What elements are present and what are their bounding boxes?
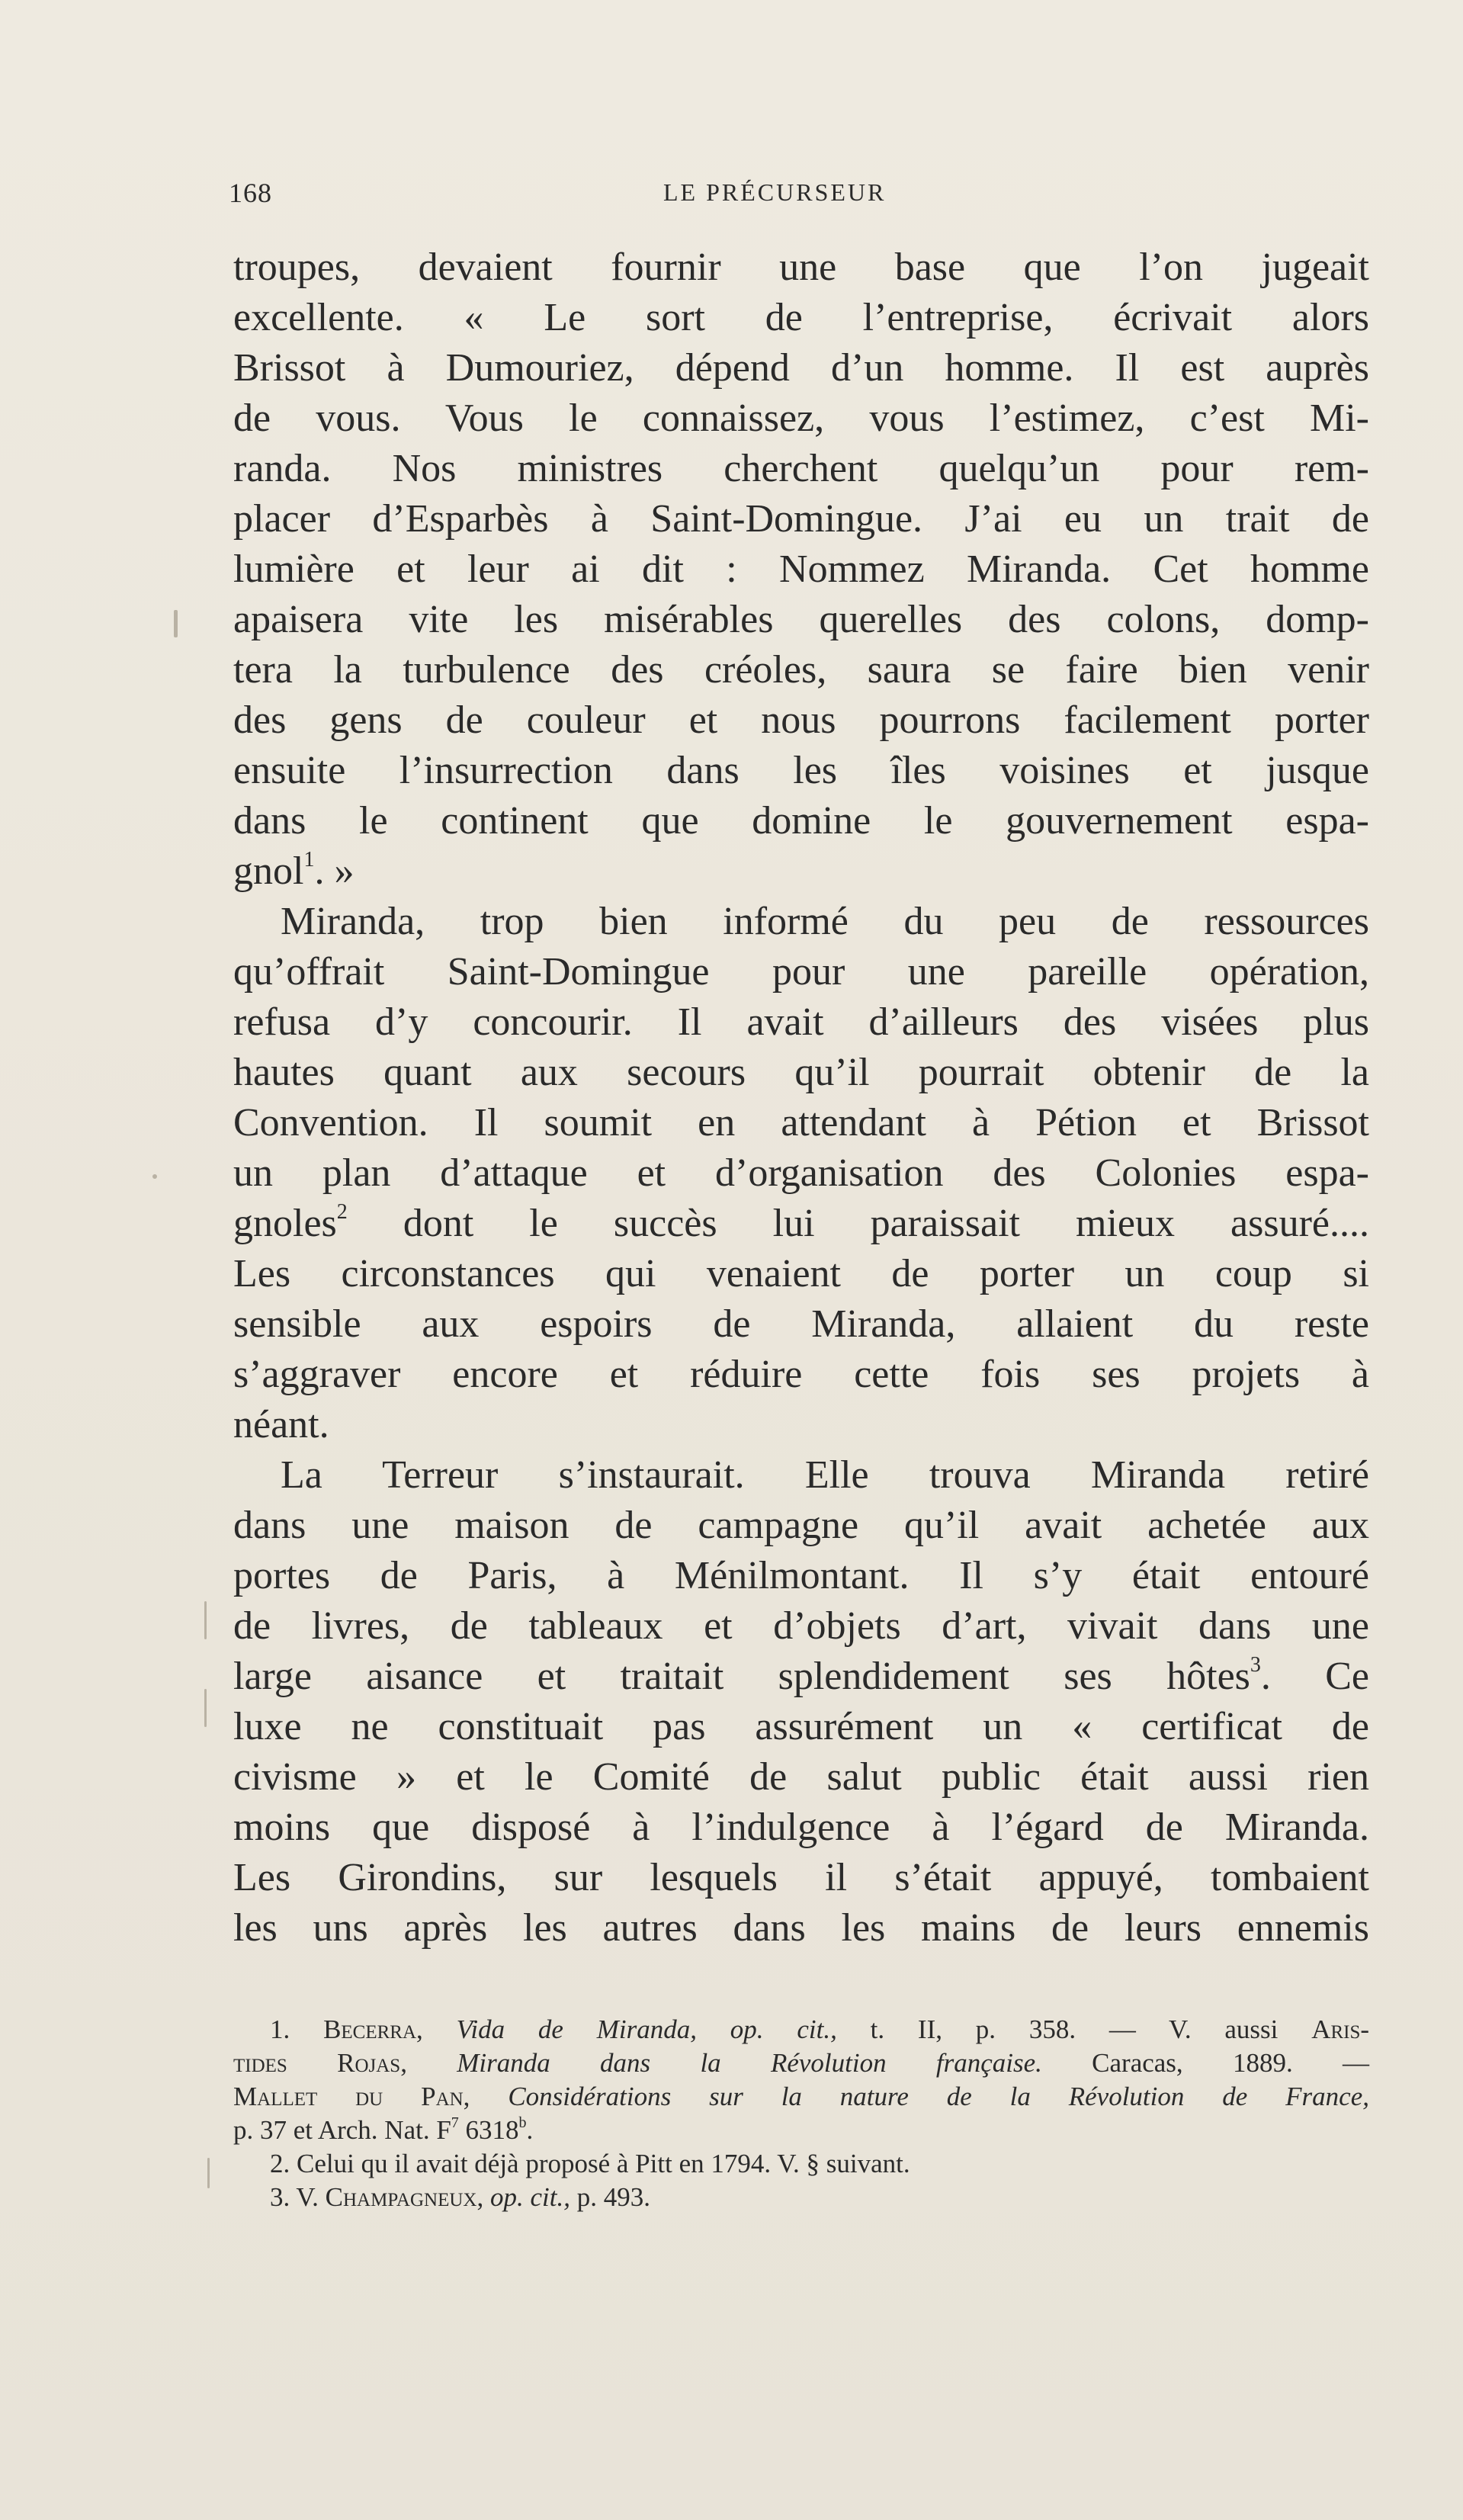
footnote-1: [233, 2013, 1369, 2046]
text-line: hautes quant aux secours qu’il pourrait obtenir de la: [233, 1051, 1369, 1094]
paper-speck: [204, 1689, 207, 1727]
footnote-author: Mallet du Pan,: [233, 2082, 470, 2111]
paper-speck: [204, 1601, 207, 1639]
text-line: troupes, devaient fournir une base que l’on jugeait: [233, 246, 1369, 289]
text-line: sensible aux espoirs de Miranda, allaient du reste: [233, 1302, 1369, 1346]
footnote-3: [233, 2181, 1369, 2214]
text-line: s’aggraver encore et réduire cette fois ses projets à: [233, 1353, 1369, 1396]
text-line: moins que disposé à l’indulgence à l’égard de Miranda.: [233, 1806, 1369, 1849]
text-line: un plan d’attaque et d’organisation des Colonies espa-: [233, 1151, 1369, 1195]
footnote-author: Becerra,: [323, 2014, 423, 2044]
text-line: dans une maison de campagne qu’il avait achetée aux: [233, 1504, 1369, 1547]
text-line: dans le continent que domine le gouvernement espa-: [233, 799, 1369, 843]
footnote-number: 3. V.: [270, 2182, 319, 2212]
footnote-author: Champagneux,: [325, 2182, 484, 2212]
text-line: [233, 1199, 1369, 1249]
text-fragment: large aisance et traitait splendidement ses hôtes: [233, 1655, 1250, 1698]
footnote-text: p. 493.: [576, 2182, 650, 2212]
text-line: [233, 1652, 1369, 1702]
body-text: [233, 242, 1369, 1953]
text-line: placer d’Esparbès à Saint-Domingue. J’ai eu un trait de: [233, 497, 1369, 541]
footnote-text: Caracas, 1889. —: [1092, 2048, 1370, 2078]
footnote-ref: 3: [1250, 1653, 1261, 1677]
text-fragment: gnoles: [233, 1202, 337, 1245]
text-line: luxe ne constituait pas assurément un « certificat de: [233, 1705, 1369, 1748]
text-line: apaisera vite les misérables querelles des colons, domp-: [233, 598, 1369, 641]
text-line: randa. Nos ministres cherchent quelqu’un pour rem-: [233, 447, 1369, 490]
text-line: civisme » et le Comité de salut public était aussi rien: [233, 1755, 1369, 1799]
footnote-1-cont: [233, 2114, 1369, 2147]
text-line: Miranda, trop bien informé du peu de ressources: [281, 900, 1369, 943]
text-line: les uns après les autres dans les mains de leurs ennemis: [233, 1906, 1369, 1950]
paper-speck: [207, 2158, 210, 2188]
footnote-2: 2. Celui qu il avait déjà proposé à Pitt en 1794. V. § suivant.: [270, 2149, 910, 2178]
footnote-author: Aris-: [1311, 2014, 1370, 2044]
footnote-sup: b: [518, 2114, 527, 2131]
paper-speck: [174, 610, 178, 637]
footnotes: [233, 2013, 1369, 2214]
footnote-ref: 2: [336, 1200, 348, 1224]
footnote-text: p. 37 et Arch. Nat. F: [233, 2115, 451, 2145]
footnote-text: 6318: [458, 2115, 519, 2145]
text-line: La Terreur s’instaurait. Elle trouva Miranda retiré: [281, 1453, 1369, 1497]
text-line: portes de Paris, à Ménilmontant. Il s’y était entouré: [233, 1554, 1369, 1597]
text-line: excellente. « Le sort de l’entreprise, écrivait alors: [233, 296, 1369, 339]
text-line: tera la turbulence des créoles, saura se faire bien venir: [233, 648, 1369, 692]
paper-speck: [152, 1174, 157, 1179]
text-line: qu’offrait Saint-Domingue pour une pareille opération,: [233, 950, 1369, 994]
text-line: [233, 846, 1369, 897]
text-line: des gens de couleur et nous pourrons facilement porter: [233, 698, 1369, 742]
footnote-ref: 1: [303, 848, 315, 872]
text-line: lumière et leur ai dit : Nommez Miranda. Cet homme: [233, 547, 1369, 591]
text-fragment: dont le succès lui paraissait mieux assuré....: [347, 1202, 1369, 1245]
text-fragment: gnol: [233, 849, 304, 893]
text-line: Les Girondins, sur lesquels il s’était appuyé, tombaient: [233, 1856, 1369, 1899]
text-line: de vous. Vous le connaissez, vous l’estimez, c’est Mi-: [233, 396, 1369, 440]
text-line: Convention. Il soumit en attendant à Pétion et Brissot: [233, 1101, 1369, 1144]
footnote-text: .: [526, 2115, 534, 2145]
footnote-title: Vida de Miranda, op. cit.,: [456, 2014, 837, 2044]
text-fragment: . »: [314, 849, 355, 893]
footnote-sup: 7: [451, 2114, 459, 2131]
page-header: [229, 177, 1368, 215]
text-line: refusa d’y concourir. Il avait d’ailleurs des visées plus: [233, 1000, 1369, 1044]
text-line: Les circonstances qui venaient de porter un coup si: [233, 1252, 1369, 1295]
text-line: ensuite l’insurrection dans les îles voisines et jusque: [233, 749, 1369, 792]
footnote-1-cont: [233, 2046, 1369, 2080]
footnote-author: tides Rojas,: [233, 2048, 407, 2078]
running-head: LE PRÉCURSEUR: [663, 178, 887, 206]
page-number: 168: [229, 178, 272, 208]
footnote-title: op. cit.,: [489, 2182, 570, 2212]
footnote-number: 1.: [270, 2014, 290, 2044]
text-fragment: . Ce: [1260, 1655, 1370, 1698]
text-line: de livres, de tableaux et d’objets d’art, vivait dans une: [233, 1604, 1369, 1648]
footnote-title: Considérations sur la nature de la Révolution de France,: [508, 2082, 1369, 2111]
text-line: néant.: [233, 1403, 329, 1446]
footnote-1-cont: [233, 2080, 1369, 2114]
text-line: Brissot à Dumouriez, dépend d’un homme. Il est auprès: [233, 346, 1369, 390]
footnote-text: t. II, p. 358. — V. aussi: [870, 2014, 1279, 2044]
footnote-title: Miranda dans la Révolution française.: [457, 2048, 1042, 2078]
